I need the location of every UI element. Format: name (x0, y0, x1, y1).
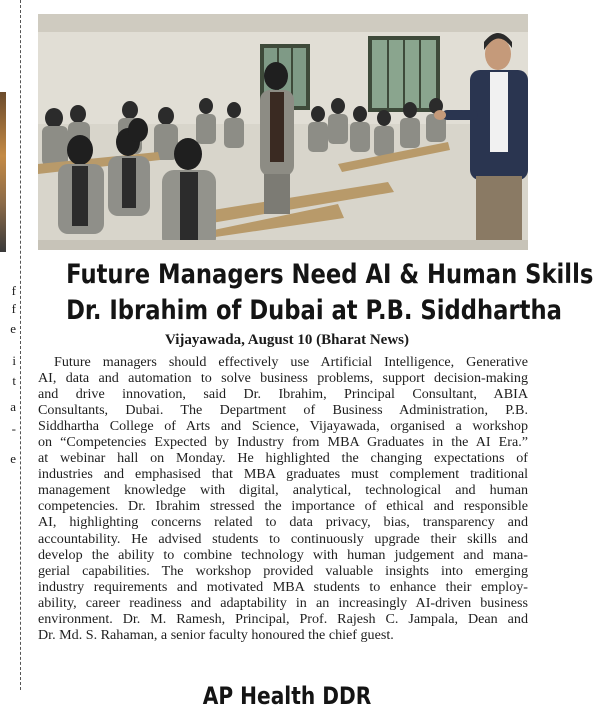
neighbor-text-fragment: f (11, 301, 16, 316)
article-photo (38, 14, 528, 250)
body-line: ability, career readiness and adaptability in an increasingly AI-driven business (38, 594, 528, 611)
body-line: AI, highlighting concerns related to data privacy, bias, transparency and (38, 514, 528, 531)
body-line: at webinar hall on Monday. He highlighted the changing expectations of (38, 450, 528, 467)
body-line: develop the ability to combine technology with human judgement and mana- (38, 546, 528, 563)
article-headline: Future Managers Need AI & Human Skills (66, 259, 593, 290)
article-body (38, 354, 528, 643)
body-line: Future managers should effectively use Artificial Intelligence, Generative (54, 354, 528, 370)
neighbor-text-fragment: i (12, 353, 16, 368)
next-article-headline: AP Health DDR (202, 682, 372, 710)
article-dateline: Vijayawada, August 10 (Bharat News) (164, 332, 410, 348)
neighbor-text-fragment: e (10, 451, 16, 466)
body-line: on “Competencies Expected by Industry from MBA Graduates in the AI Era.” (38, 434, 528, 451)
body-line: management knowledge with digital, analytical, technological and human (38, 482, 528, 499)
neighbor-text-fragment: t (12, 373, 16, 388)
neighbor-text-fragment: e (10, 321, 16, 336)
article-subheadline: Dr. Ibrahim of Dubai at P.B. Siddhartha (66, 295, 562, 326)
body-line: industries and emphasised that MBA graduates must complement traditional (38, 466, 528, 483)
neighbor-text-fragment: - (11, 421, 16, 436)
body-line: competencies. Dr. Ibrahim stressed the importance of ethical and responsible (38, 498, 528, 515)
body-line: and drive innovation, said Dr. Ibrahim, Principal Consultant, ABIA (38, 386, 528, 403)
body-line: AI, data and automation to solve business problems, support decision-making (38, 370, 528, 387)
body-line: Dr. Md. S. Rahaman, a senior faculty honoured the chief guest. (38, 626, 394, 643)
neighbor-text-fragment: f (11, 283, 16, 298)
neighbor-text-fragment: a (10, 399, 16, 414)
column-divider (20, 0, 21, 690)
window (368, 36, 440, 112)
body-line: industry requirements and motivated MBA students to enhance their employ- (38, 578, 528, 595)
body-line: accountability. He advised students to continuously upgrade their skills and (38, 530, 528, 547)
body-line: environment. Dr. M. Ramesh, Principal, Prof. Rajesh C. Jampala, Dean and (38, 610, 528, 627)
body-line: Siddhartha College of Arts and Science, Vijayawada, organised a workshop (38, 418, 528, 435)
body-line: gerial capabilities. The workshop provided valuable insights into emerging (38, 562, 528, 579)
classroom-photo-illustration (38, 14, 528, 250)
neighbor-column (0, 0, 18, 690)
neighbor-photo-edge (0, 92, 6, 252)
body-line: Consultants, Dubai. The Department of Business Administration, P.B. (38, 402, 528, 419)
